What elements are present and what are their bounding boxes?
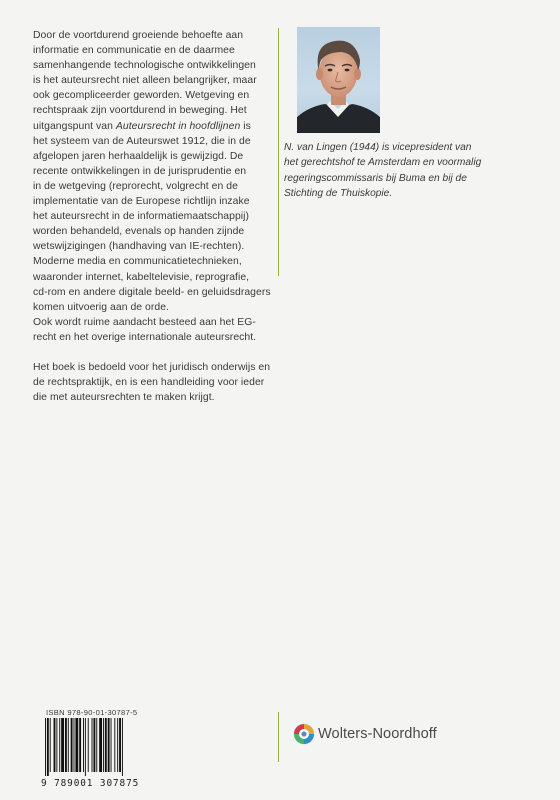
barcode-bar (83, 718, 84, 772)
text-line: Ook wordt ruime aandacht besteed aan het EG- (33, 316, 256, 328)
barcode-bar (45, 718, 46, 776)
text-segment: uitgangspunt van (33, 120, 116, 132)
barcode-bar (105, 718, 107, 772)
barcode-bar (111, 718, 112, 772)
book-title: Auteursrecht in hoofdlijnen (115, 120, 241, 132)
author-caption (284, 140, 544, 202)
text-line: ook gecompliceerder geworden. Wetgeving en (33, 90, 250, 102)
text-line: recente ontwikkelingen in de jurisprudentie en (33, 165, 247, 177)
text-line: cd-rom en andere digitale beeld- en geluidsdragers (33, 286, 271, 298)
barcode-bar (88, 718, 89, 772)
description-paragraph-2 (33, 360, 271, 405)
text-line: waaronder internet, kabeltelevisie, reprografie, (33, 271, 250, 283)
barcode-bar (96, 718, 97, 772)
barcode-bar (117, 718, 118, 772)
isbn-label: ISBN 978-90-01-30787-5 (46, 708, 138, 717)
barcode-bar (71, 718, 73, 772)
text-line: informatie en communicatie en de daarmee (33, 45, 235, 57)
text-line: komen uitvoerig aan de orde. (33, 301, 169, 313)
barcode-bar (93, 718, 95, 772)
barcode-bar (75, 718, 78, 772)
text-line: rechtspraak zijn voortdurend in beweging. Het (33, 105, 247, 117)
barcode-bar (56, 718, 57, 772)
publisher-logo-icon (293, 723, 315, 745)
text-line: samenhangende technologische ontwikkelingen (33, 60, 256, 72)
text-line: de rechtspraktijk, en is een handleiding voor ieder (33, 377, 265, 389)
barcode-bar (79, 718, 81, 772)
barcode-bar (114, 718, 115, 772)
caption-line: het gerechtshof te Amsterdam en voormalig (284, 157, 482, 169)
text-line: Moderne media en communicatietechnieken, (33, 256, 242, 268)
barcode-bar (99, 718, 102, 772)
text-line: is het auteursrecht niet alleen belangrijker, maar (33, 75, 257, 87)
barcode-bar (92, 718, 93, 772)
caption-line: Stichting de Thuiskopie. (284, 188, 393, 200)
text-line: worden behandeld, evenals op handen zijnde (33, 226, 245, 238)
text-line: Door de voortdurend groeiende behoefte aan (33, 30, 244, 41)
text-line: die met auteursrechten te maken krijgt. (33, 392, 215, 404)
vertical-divider-top (278, 28, 279, 276)
text-line: implementatie van de Europese richtlijn inzake (33, 196, 250, 208)
barcode-graphic (44, 718, 148, 776)
barcode-bar (119, 718, 121, 772)
barcode-bar (108, 718, 110, 772)
caption-line: regeringscommissaris bij Buma en bij de (284, 172, 467, 184)
barcode-bar (68, 718, 69, 772)
text-segment: is (240, 120, 251, 132)
text-line: in de wetgeving (reprorecht, volgrecht en de (33, 180, 238, 192)
barcode-bar (47, 718, 49, 776)
barcode-bar (74, 718, 75, 772)
text-line: recht en het overige internationale auteursrecht. (33, 331, 257, 343)
barcode-bar (54, 718, 56, 772)
author-photo (297, 27, 380, 133)
caption-line: N. van Lingen (1944) is vicepresident van (284, 142, 472, 153)
vertical-divider-bottom (278, 712, 279, 762)
barcode-bar (50, 718, 51, 772)
text-line: wetswijzigingen (handhaving van IE-rechten). (33, 241, 245, 253)
barcode-bar (61, 718, 64, 772)
author-portrait-image (297, 27, 380, 133)
text-line: Het boek is bedoeld voor het juridisch onderwijs en (33, 361, 271, 373)
barcode-number: 9 789001 307875 (41, 778, 140, 789)
barcode-bar (85, 718, 86, 776)
barcode-bar (65, 718, 67, 772)
barcode-bar (122, 718, 123, 776)
text-line-with-title (33, 119, 265, 134)
back-cover-description (33, 28, 271, 405)
text-line: het systeem van de Auteurswet 1912, die in de (33, 135, 251, 147)
text-line: afgelopen jaren herhaaldelijk is gewijzigd. De (33, 150, 244, 162)
publisher-name: Wolters-Noordhoff (318, 726, 437, 742)
description-paragraph-1 (33, 28, 271, 345)
barcode-bar (59, 718, 60, 772)
text-line: het auteursrecht in de informatiemaatschappij) (33, 211, 249, 223)
barcode-bar (103, 718, 104, 772)
